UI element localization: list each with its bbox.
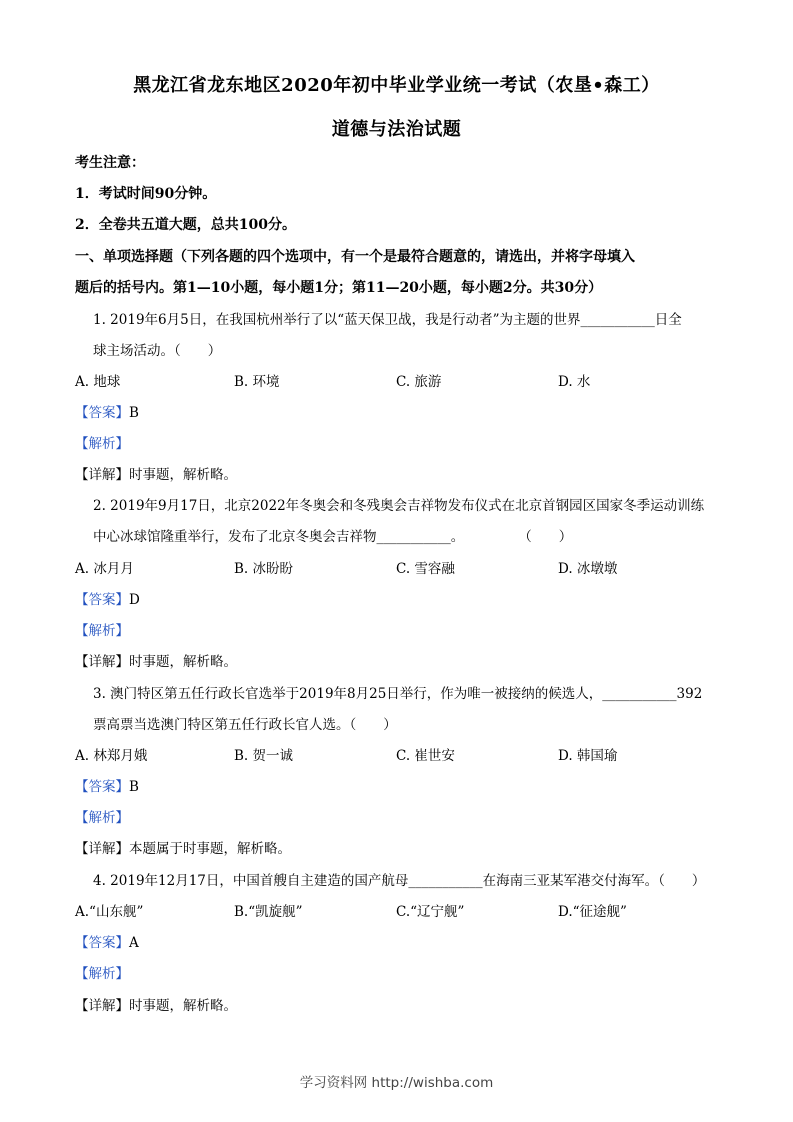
notice-item-2: 2．全卷共五道大题，总共100分。 (75, 217, 296, 233)
question-1-analysis-label: 【解析】 (75, 436, 129, 452)
question-1-detail (75, 463, 237, 483)
question-3-answer (75, 775, 139, 795)
question-2-detail (75, 650, 237, 670)
answer-label: 【答案】 (75, 935, 129, 951)
question-2-option-c: C. 雪容融 (396, 561, 455, 577)
question-4-option-c: C.“辽宁舰” (396, 904, 465, 920)
exam-title: 黑龙江省龙东地区2020年初中毕业学业统一考试（农垦•森工） (133, 75, 660, 96)
question-3-option-c: C. 崔世安 (396, 748, 455, 764)
question-1-option-b: B. 环境 (234, 374, 280, 390)
question-4-option-d: D.“征途舰” (558, 904, 627, 920)
question-1-line2: 球主场活动。（ ） (93, 343, 222, 359)
question-1-option-d: D. 水 (558, 374, 591, 390)
detail-text: 时事题，解析略。 (129, 467, 237, 483)
question-4-option-b: B.“凯旋舰” (234, 904, 303, 920)
detail-label: 【详解】 (75, 654, 129, 670)
notice-item-1: 1．考试时间90分钟。 (75, 186, 217, 202)
answer-value: B (129, 405, 139, 421)
question-4-answer (75, 931, 139, 951)
detail-text: 时事题，解析略。 (129, 654, 237, 670)
question-1-line1: 1. 2019年6月5日，在我国杭州举行了以“蓝天保卫战，我是行动者”为主题的世界___________日全 (93, 312, 682, 328)
question-1-option-a: A. 地球 (75, 374, 121, 390)
answer-value: A (129, 935, 139, 951)
notice-heading: 考生注意： (75, 155, 145, 171)
question-4-line1: 4. 2019年12月17日，中国首艘自主建造的国产航母___________在海南三亚某军港交付海军。（ ） (93, 873, 706, 889)
question-2-line2: 中心冰球馆隆重举行，发布了北京冬奥会吉祥物___________。 （ ） (93, 529, 573, 545)
page-footer: 学习资料网 http://wishba.com (299, 1075, 494, 1091)
detail-label: 【详解】 (75, 467, 129, 483)
answer-value: D (129, 592, 140, 608)
answer-label: 【答案】 (75, 592, 129, 608)
question-3-option-b: B. 贺一诚 (234, 748, 294, 764)
question-4-option-a: A.“山东舰” (75, 904, 144, 920)
question-2-analysis-label: 【解析】 (75, 623, 129, 639)
question-4-analysis-label: 【解析】 (75, 966, 129, 982)
question-4-detail (75, 994, 237, 1014)
question-2-answer (75, 588, 140, 608)
question-2-line1: 2. 2019年9月17日，北京2022年冬奥会和冬残奥会吉祥物发布仪式在北京首钢园区国家冬季运动训练 (93, 498, 705, 514)
exam-subtitle: 道德与法治试题 (331, 119, 462, 140)
question-3-option-d: D. 韩国瑜 (558, 748, 618, 764)
question-1-option-c: C. 旅游 (396, 374, 442, 390)
question-3-analysis-label: 【解析】 (75, 810, 129, 826)
detail-label: 【详解】 (75, 998, 129, 1014)
answer-value: B (129, 779, 139, 795)
question-3-line1: 3. 澳门特区第五任行政长官选举于2019年8月25日举行，作为唯一被接纳的候选人，___________392 (93, 686, 703, 702)
detail-text: 时事题，解析略。 (129, 998, 237, 1014)
section-heading-line1: 一、单项选择题（下列各题的四个选项中，有一个是最符合题意的，请选出，并将字母填入 (75, 249, 635, 265)
answer-label: 【答案】 (75, 779, 129, 795)
detail-label: 【详解】 (75, 841, 129, 857)
question-2-option-b: B. 冰盼盼 (234, 561, 294, 577)
question-1-answer (75, 401, 139, 421)
detail-text: 本题属于时事题，解析略。 (129, 841, 291, 857)
section-heading-line2: 题后的括号内。第1—10小题，每小题1分；第11—20小题，每小题2分。共30分） (75, 280, 603, 296)
question-2-option-a: A. 冰月月 (75, 561, 134, 577)
question-3-detail (75, 837, 291, 857)
question-3-option-a: A. 林郑月娥 (75, 748, 148, 764)
question-3-line2: 票高票当选澳门特区第五任行政长官人选。（ ） (93, 717, 397, 733)
question-2-option-d: D. 冰墩墩 (558, 561, 618, 577)
answer-label: 【答案】 (75, 405, 129, 421)
